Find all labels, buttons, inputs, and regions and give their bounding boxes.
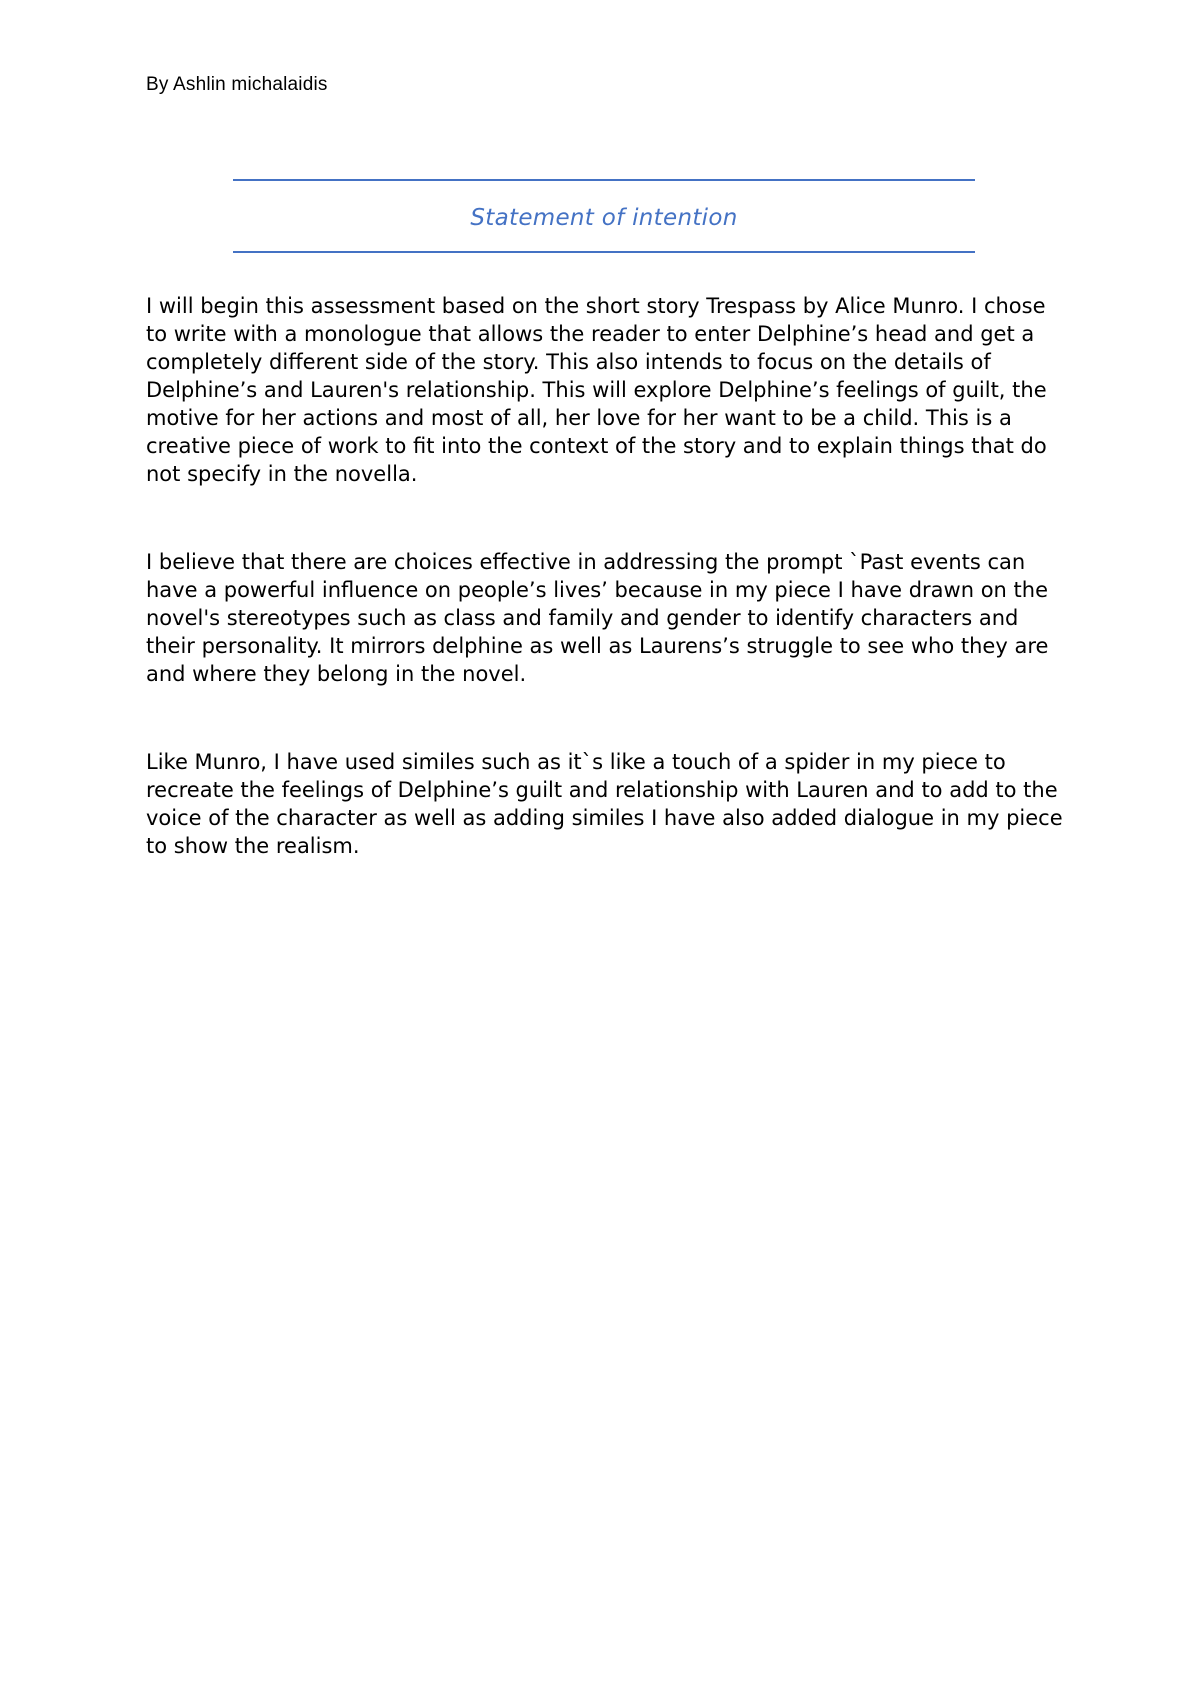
title-bottom-rule [233,251,975,253]
paragraph-3: Like Munro, I have used similes such as it`s like a touch of a spider in my piece to recreate the feelings of Delphine’s guilt and relationship with Lauren and to add to the voice of the character as well as adding similes I have also added dialogue in my piece to show the realism. [146,750,1063,858]
paragraph-1: I will begin this assessment based on the short story Trespass by Alice Munro. I chose to write with a monologue that allows the reader to enter Delphine’s head and get a completely different side of the story. This also intends to focus on the details of Delphine’s and Lauren's relationship. This will explore Delphine’s feelings of guilt, the motive for her actions and most of all, her love for her want to be a child. This is a creative piece of work to fit into the context of the story and to explain things that do not specify in the novella. [146,294,1047,486]
document-title: Statement of intention [470,205,738,231]
title-block [233,179,975,253]
document-body [146,292,1066,860]
paragraph-2: I believe that there are choices effective in addressing the prompt `Past events can have a powerful influence on people’s lives’ because in my piece I have drawn on the novel's stereotypes such as class and family and gender to identify characters and their personality. It mirrors delphine as well as Laurens’s struggle to see who they are and where they belong in the novel. [146,550,1049,686]
author-line: By Ashlin michalaidis [146,74,328,95]
